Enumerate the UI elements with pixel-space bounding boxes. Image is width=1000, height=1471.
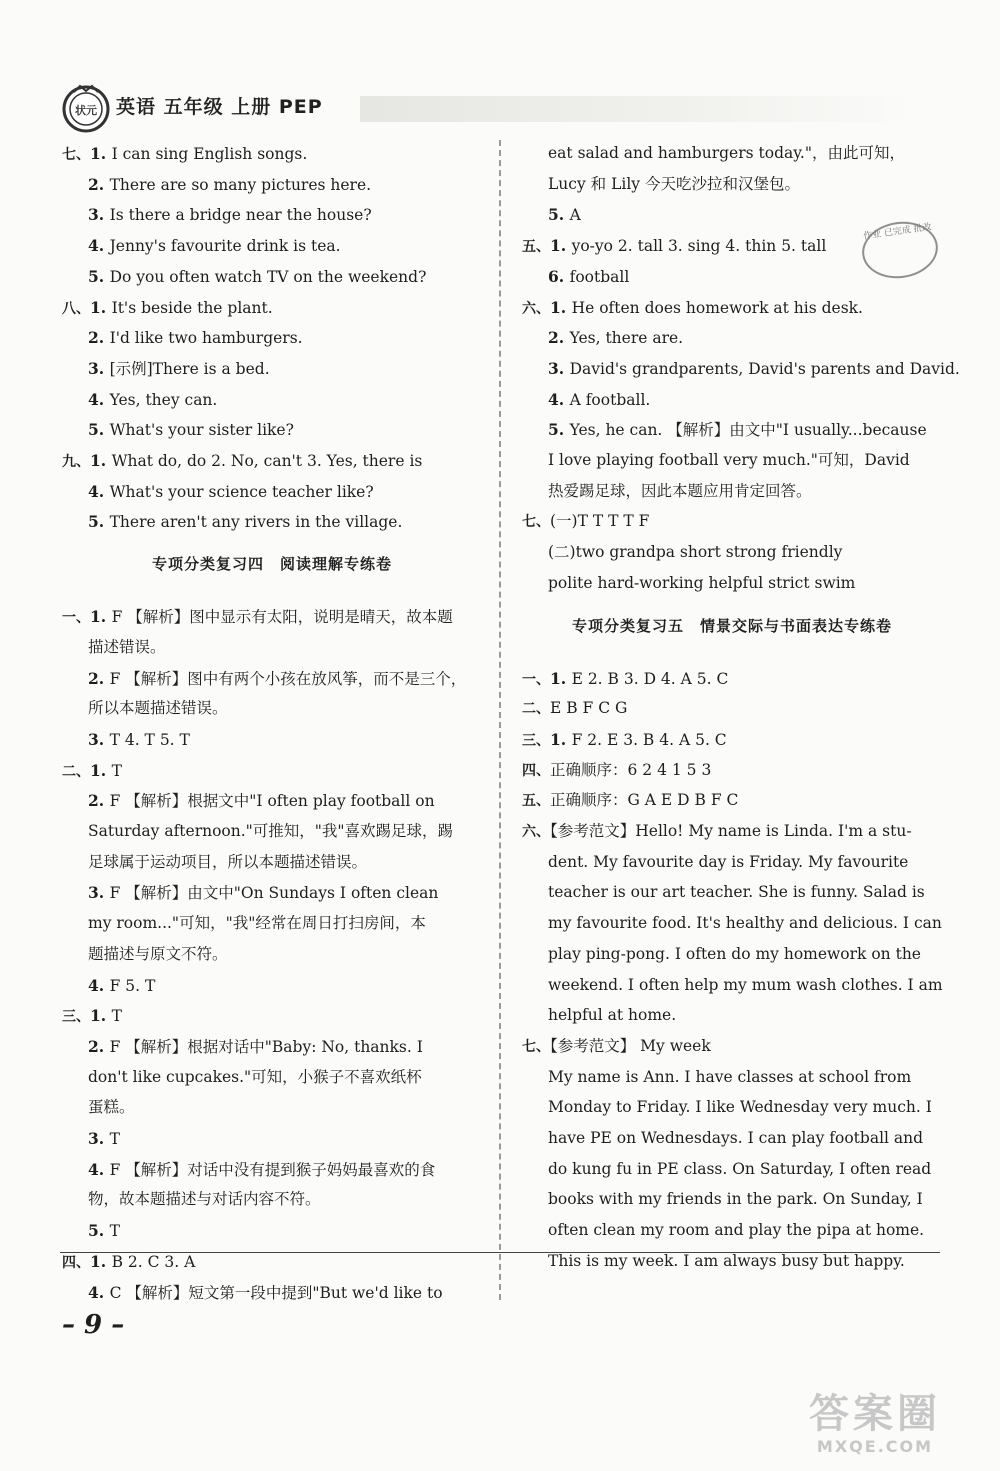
- answer-line: [548, 908, 942, 939]
- answer-line: [62, 138, 307, 169]
- question-number: 4.: [88, 1159, 110, 1179]
- answer-text: F 【解析】图中显示有太阳，说明是晴天，故本题: [111, 608, 453, 627]
- answer-line: [88, 322, 303, 353]
- answer-line: [88, 1154, 435, 1185]
- answer-line: [88, 1062, 422, 1093]
- question-number: 5.: [88, 266, 110, 286]
- section-title: 专项分类复习五 情景交际与书面表达专练卷: [571, 616, 892, 635]
- answer-text: my favourite food. It's healthy and delicious. I can: [548, 914, 942, 933]
- answer-line: [62, 292, 273, 323]
- answer-text: I can sing English songs.: [111, 145, 308, 163]
- question-number: 1.: [90, 1251, 112, 1271]
- answer-line: [88, 908, 426, 939]
- question-number: 1.: [90, 760, 112, 780]
- question-group-label: 一、: [522, 671, 550, 688]
- answer-text: What's your science teacher like?: [109, 482, 374, 501]
- watermark-title: 答案圈: [809, 1391, 941, 1437]
- answer-text: often clean my room and play the pipa at home.: [548, 1221, 925, 1240]
- answer-line: [88, 230, 341, 261]
- answer-text: There aren't any rivers in the village.: [109, 513, 403, 532]
- answer-line: [548, 1062, 911, 1093]
- question-number: 1.: [90, 144, 112, 163]
- answer-text: E B F C G: [550, 699, 628, 718]
- answer-text: teacher is our art teacher. She is funny. Salad is: [548, 883, 925, 902]
- answer-text: I love playing football very much."可知，David: [548, 451, 910, 469]
- answer-text: Monday to Friday. I like Wednesday very much. I: [548, 1098, 932, 1117]
- page-header: [60, 82, 940, 134]
- answer-text: I'd like two hamburgers.: [109, 329, 303, 348]
- answer-text: 正确顺序：6 2 4 1 5 3: [550, 760, 712, 779]
- answer-text: Yes, they can.: [109, 390, 218, 409]
- answer-line: [522, 724, 727, 755]
- answer-text: T 4. T 5. T: [109, 730, 190, 749]
- answer-line: [548, 1092, 932, 1123]
- answer-text: (二)two grandpa short strong friendly: [548, 543, 843, 562]
- question-group-label: 九、: [62, 454, 90, 470]
- question-group-label: 三、: [62, 1009, 90, 1026]
- answer-line: [548, 537, 842, 568]
- question-number: 1.: [550, 729, 572, 749]
- answer-line: [548, 1184, 923, 1215]
- watermark: [770, 1390, 980, 1460]
- question-group-label: 七、: [522, 514, 550, 531]
- question-number: 3.: [548, 358, 570, 378]
- answer-line: [548, 939, 921, 970]
- answer-text: What's your sister like?: [109, 421, 294, 440]
- answer-text: yo-yo 2. tall 3. sing 4. thin 5. tall: [571, 237, 827, 256]
- question-number: 1.: [90, 297, 112, 317]
- answer-text: polite hard-working helpful strict swim: [548, 573, 856, 592]
- answer-line: [522, 230, 826, 261]
- answer-line: [88, 816, 453, 847]
- question-number: 4.: [88, 389, 110, 409]
- answer-text: A football.: [569, 390, 651, 409]
- answer-text: F 2. E 3. B 4. A 5. C: [571, 730, 727, 749]
- answer-text: play ping-pong. I often do my homework on the: [548, 944, 921, 963]
- question-number: 1.: [550, 236, 572, 256]
- answer-line: [548, 1123, 923, 1154]
- answer-line: [548, 384, 650, 415]
- page-title: 英语 五年级 上册 PEP: [116, 96, 323, 118]
- answer-line: [548, 1246, 905, 1277]
- answer-line: [88, 1031, 423, 1062]
- page-number: – 9 –: [62, 1310, 125, 1340]
- answer-text: weekend. I often help my mum wash clothes. I am: [548, 975, 943, 994]
- answer-text: Yes, there are.: [569, 329, 684, 348]
- question-number: 1.: [550, 668, 572, 688]
- question-number: 3.: [88, 205, 110, 225]
- answer-text: 所以本题描述错误。: [88, 699, 228, 718]
- answer-line: [88, 877, 438, 908]
- answer-line: [548, 138, 905, 169]
- answer-text: Yes, he can. 【解析】由文中"I usually...because: [569, 421, 927, 440]
- answer-line: [548, 1000, 676, 1031]
- question-number: 3.: [88, 358, 110, 378]
- answer-line: [88, 476, 374, 507]
- question-number: 2.: [88, 791, 110, 811]
- question-group-label: 一、: [62, 610, 90, 627]
- question-number: 4.: [88, 481, 110, 501]
- answer-line: [88, 169, 371, 200]
- answer-text: Jenny's favourite drink is tea.: [109, 237, 341, 256]
- answer-line: [522, 785, 738, 816]
- answer-line: [88, 1092, 135, 1123]
- answer-text: This is my week. I am always busy but happy.: [548, 1251, 905, 1270]
- question-group-label: 六、: [522, 300, 550, 317]
- question-number: 3.: [88, 1129, 110, 1148]
- answer-line: [88, 663, 466, 694]
- answer-line: [522, 506, 649, 537]
- answer-text: 蛋糕。: [88, 1098, 135, 1117]
- header-band: [360, 96, 920, 122]
- answer-line: [62, 601, 453, 632]
- question-group-label: 七、: [522, 1038, 550, 1055]
- answer-text: F 【解析】图中有两个小孩在放风筝，而不是三个，: [109, 669, 467, 688]
- answer-line: [548, 970, 943, 1001]
- answer-text: F 【解析】根据对话中"Baby: No, thanks. I: [109, 1037, 423, 1056]
- question-number: 2.: [548, 328, 570, 348]
- question-number: 4.: [88, 236, 110, 256]
- answer-text: T: [111, 1007, 122, 1026]
- answer-line: [88, 939, 228, 970]
- answer-line: [548, 199, 581, 230]
- answer-line: [62, 1246, 195, 1277]
- answer-text: 【参考范文】Hello! My name is Linda. I'm a stu-: [550, 822, 912, 840]
- answer-line: [88, 261, 426, 292]
- answer-text: Is there a bridge near the house?: [109, 206, 372, 225]
- question-number: 4.: [88, 1282, 110, 1302]
- answer-text: T: [109, 1130, 120, 1148]
- answer-text: David's grandparents, David's parents and David.: [569, 359, 960, 378]
- question-group-label: 二、: [522, 701, 550, 718]
- answer-line: [548, 445, 910, 476]
- question-number: 4.: [548, 389, 570, 409]
- answer-text: C 【解析】短文第一段中提到"But we'd like to: [109, 1283, 443, 1302]
- column-divider: [499, 140, 501, 1300]
- answer-line: [88, 353, 270, 384]
- question-group-label: 二、: [62, 763, 90, 780]
- answer-text: [示例]There is a bed.: [109, 359, 270, 378]
- question-group-label: 八、: [62, 300, 90, 317]
- answer-text: T: [111, 761, 122, 780]
- answer-line: [522, 1031, 711, 1062]
- answer-line: [62, 445, 422, 476]
- answer-text: 足球属于运动项目，所以本题描述错误。: [88, 852, 368, 871]
- answer-line: [522, 292, 863, 323]
- answer-line: [88, 1123, 120, 1154]
- answer-line: [548, 414, 927, 445]
- answer-line: [548, 261, 629, 292]
- answer-line: [88, 693, 228, 724]
- publisher-logo-icon: [60, 82, 112, 134]
- answer-text: F 【解析】对话中没有提到猴子妈妈最喜欢的食: [109, 1160, 436, 1179]
- answer-text: F 【解析】由文中"On Sundays I often clean: [109, 884, 439, 903]
- question-group-label: 七、: [62, 147, 90, 163]
- answer-line: [62, 1000, 122, 1031]
- question-number: 1.: [550, 297, 572, 317]
- answer-text: my room..."可知，"我"经常在周日打扫房间，本: [88, 914, 426, 933]
- question-number: 5.: [548, 420, 570, 440]
- question-number: 1.: [90, 1006, 112, 1026]
- answer-line: [88, 1184, 321, 1215]
- answer-text: It's beside the plant.: [111, 298, 273, 317]
- question-number: 5.: [88, 512, 110, 532]
- answer-text: helpful at home.: [548, 1006, 677, 1025]
- answer-line: [548, 568, 855, 599]
- answer-text: don't like cupcakes."可知，小猴子不喜欢纸杯: [88, 1067, 422, 1086]
- question-group-label: 六、: [522, 824, 550, 840]
- question-number: 5.: [548, 205, 570, 225]
- answer-text: (一)T T T T F: [550, 512, 650, 531]
- answer-text: A: [569, 206, 581, 225]
- answer-line: [88, 1277, 443, 1308]
- answer-text: My name is Ann. I have classes at school from: [548, 1067, 912, 1086]
- answer-line: [88, 632, 166, 663]
- answer-text: books with my friends in the park. On Sunday, I: [548, 1190, 923, 1209]
- answer-text: F 5. T: [109, 976, 156, 995]
- answer-text: B 2. C 3. A: [111, 1252, 196, 1271]
- question-group-label: 五、: [522, 793, 550, 810]
- answer-text: 题描述与原文不符。: [88, 944, 228, 963]
- question-number: 5.: [88, 1221, 110, 1241]
- answer-line: [548, 476, 812, 507]
- question-group-label: 四、: [62, 1254, 90, 1271]
- question-number: 2.: [88, 668, 110, 688]
- answer-text: He often does homework at his desk.: [571, 298, 863, 317]
- question-number: 4.: [88, 975, 110, 995]
- answer-line: [88, 785, 435, 816]
- answer-line: [548, 847, 908, 878]
- answer-line: [62, 755, 122, 786]
- answer-line: [88, 506, 402, 537]
- answer-line: [548, 1154, 931, 1185]
- answer-text: 热爱踢足球，因此本题应用肯定回答。: [548, 481, 812, 500]
- answer-line: [88, 970, 155, 1001]
- answer-text: 描述错误。: [88, 637, 166, 656]
- section-title: 专项分类复习四 阅读理解专练卷: [151, 555, 392, 574]
- answer-text: 物，故本题描述与对话内容不符。: [88, 1190, 321, 1209]
- answer-line: [88, 1215, 120, 1246]
- answer-line: [88, 384, 217, 415]
- watermark-url: MXQE.COM: [816, 1437, 934, 1456]
- answer-line: [522, 816, 912, 847]
- answer-line: [548, 169, 800, 200]
- answer-text: do kung fu in PE class. On Saturday, I often read: [548, 1159, 932, 1178]
- answer-text: T: [109, 1222, 120, 1241]
- question-group-label: 三、: [522, 732, 550, 749]
- answer-text: Do you often watch TV on the weekend?: [109, 267, 427, 286]
- answer-line: [88, 724, 190, 755]
- question-number: 2.: [88, 328, 110, 348]
- question-group-label: 四、: [522, 762, 550, 779]
- question-number: 2.: [88, 174, 110, 194]
- question-number: 2.: [88, 1036, 110, 1056]
- answer-line: [522, 755, 711, 786]
- question-number: 1.: [90, 607, 112, 627]
- bottom-rule: [60, 1252, 940, 1253]
- answer-line: [548, 877, 925, 908]
- answer-text: What do, do 2. No, can't 3. Yes, there is: [111, 452, 423, 470]
- answer-text: have PE on Wednesdays. I can play football and: [548, 1129, 924, 1147]
- answer-text: eat salad and hamburgers today."，由此可知，: [548, 144, 905, 162]
- question-group-label: 五、: [522, 239, 550, 256]
- homework-stamp: 作业 已完成 批改: [858, 217, 941, 283]
- answer-text: Saturday afternoon."可推知，"我"喜欢踢足球，踢: [88, 822, 454, 840]
- question-number: 5.: [88, 420, 110, 440]
- answer-text: F 【解析】根据文中"I often play football on: [109, 792, 435, 811]
- answer-line: [522, 663, 728, 694]
- question-number: 3.: [88, 883, 110, 903]
- answer-text: football: [569, 267, 630, 286]
- answer-line: [88, 199, 372, 230]
- answer-text: Lucy 和 Lily 今天吃沙拉和汉堡包。: [548, 174, 800, 193]
- answer-text: There are so many pictures here.: [109, 175, 372, 194]
- answer-text: dent. My favourite day is Friday. My favourite: [548, 852, 909, 871]
- question-number: 6.: [548, 266, 570, 286]
- answer-line: [548, 322, 683, 353]
- answer-line: [548, 353, 960, 384]
- question-number: 3.: [88, 729, 110, 749]
- answer-text: 正确顺序：G A E D B F C: [550, 791, 739, 810]
- answer-line: [548, 1215, 924, 1246]
- answer-line: [88, 414, 294, 445]
- answer-text: E 2. B 3. D 4. A 5. C: [571, 669, 729, 688]
- question-number: 1.: [90, 451, 112, 470]
- answer-line: [88, 847, 367, 878]
- answer-text: 【参考范文】 My week: [550, 1036, 711, 1055]
- answer-line: [522, 693, 627, 724]
- logo-text: 状元: [75, 104, 97, 117]
